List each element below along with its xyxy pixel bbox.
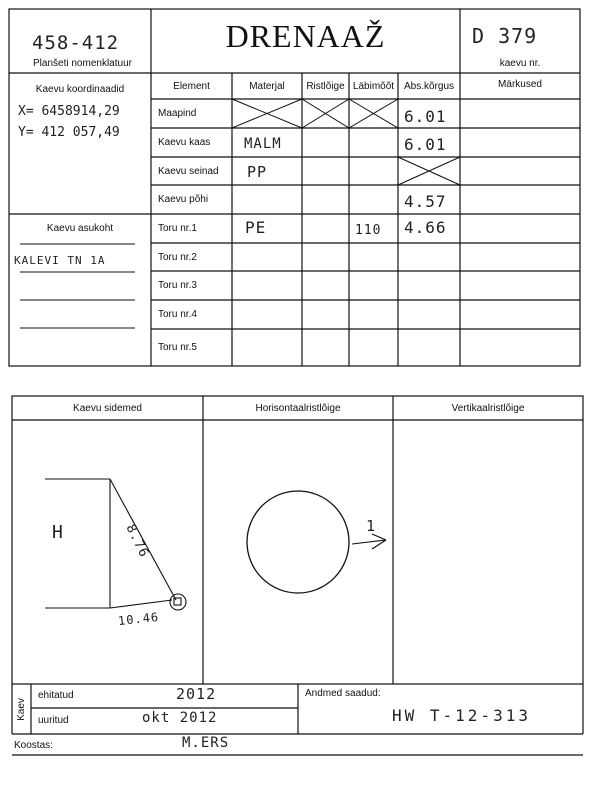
page-title: DRENAAŽ [225, 18, 386, 54]
table-row-element: Kaevu seinad [158, 165, 219, 177]
surveyed-label: uuritud [38, 715, 69, 726]
table-row-element: Kaevu põhi [158, 194, 209, 205]
diameter-value: 110 [355, 222, 382, 238]
col-header-cross-section: Ristlõige [306, 80, 345, 92]
col-header-element: Element [173, 80, 210, 92]
location-label: Kaevu asukoht [46, 223, 114, 234]
col-header-material: Materjal [249, 80, 285, 92]
built-label: ehitatud [38, 690, 74, 701]
material-value: PE [245, 217, 267, 237]
data-source-label: Andmed saadud: [305, 688, 381, 699]
location-value: KALEVI TN 1A [14, 254, 106, 267]
table-row-element: Toru nr.1 [158, 223, 197, 234]
pipe-number: 1 [366, 517, 377, 535]
table-row-element: Maapind [158, 108, 197, 119]
data-source-value: HW T-12-313 [392, 706, 531, 725]
well-number-label: kaevu nr. [499, 58, 541, 69]
col-header-notes: Märkused [498, 78, 542, 90]
vertical-section-label: Vertikaalristlõige [451, 403, 525, 414]
well-number-value: D 379 [472, 24, 538, 48]
nomenclature-value: 458-412 [32, 32, 120, 54]
material-value: MALM [244, 136, 282, 152]
abs-height-value: 6.01 [404, 106, 447, 126]
abs-height-value: 4.57 [404, 191, 447, 211]
surveyed-value: okt 2012 [142, 710, 218, 726]
material-value: PP [247, 163, 268, 181]
abs-height-value: 4.66 [404, 217, 447, 237]
building-letter: H [52, 522, 64, 543]
col-header-abs-height: Abs.kõrgus [403, 80, 455, 92]
tie-distance-2: 10.46 [117, 609, 160, 629]
horizontal-section-label: Horisontaalristlõige [255, 403, 341, 414]
table-row-element: Toru nr.4 [158, 309, 197, 320]
coordinate-x: X= 6458914,29 [18, 104, 120, 119]
tie-distance-1: 8.76 [122, 522, 152, 561]
coordinate-y: Y= 412 057,49 [18, 125, 120, 140]
coordinates-label: Kaevu koordinaadid [35, 84, 125, 95]
table-row-element: Kaevu kaas [158, 137, 211, 148]
compiled-by-value: M.ERS [182, 735, 230, 751]
col-header-diameter: Läbimõõt [352, 80, 395, 92]
well-side-label-box [12, 684, 31, 734]
table-row-element: Toru nr.3 [158, 280, 197, 291]
built-value: 2012 [176, 685, 217, 703]
nomenclature-label: Planšeti nomenklatuur [33, 58, 132, 69]
compiled-by-label: Koostas: [14, 740, 53, 751]
well-side-label: Kaev [16, 697, 28, 721]
table-row-element: Toru nr.5 [158, 342, 197, 353]
abs-height-value: 6.01 [404, 134, 447, 154]
ties-label: Kaevu sidemed [73, 403, 142, 414]
table-row-element: Toru nr.2 [158, 251, 197, 263]
